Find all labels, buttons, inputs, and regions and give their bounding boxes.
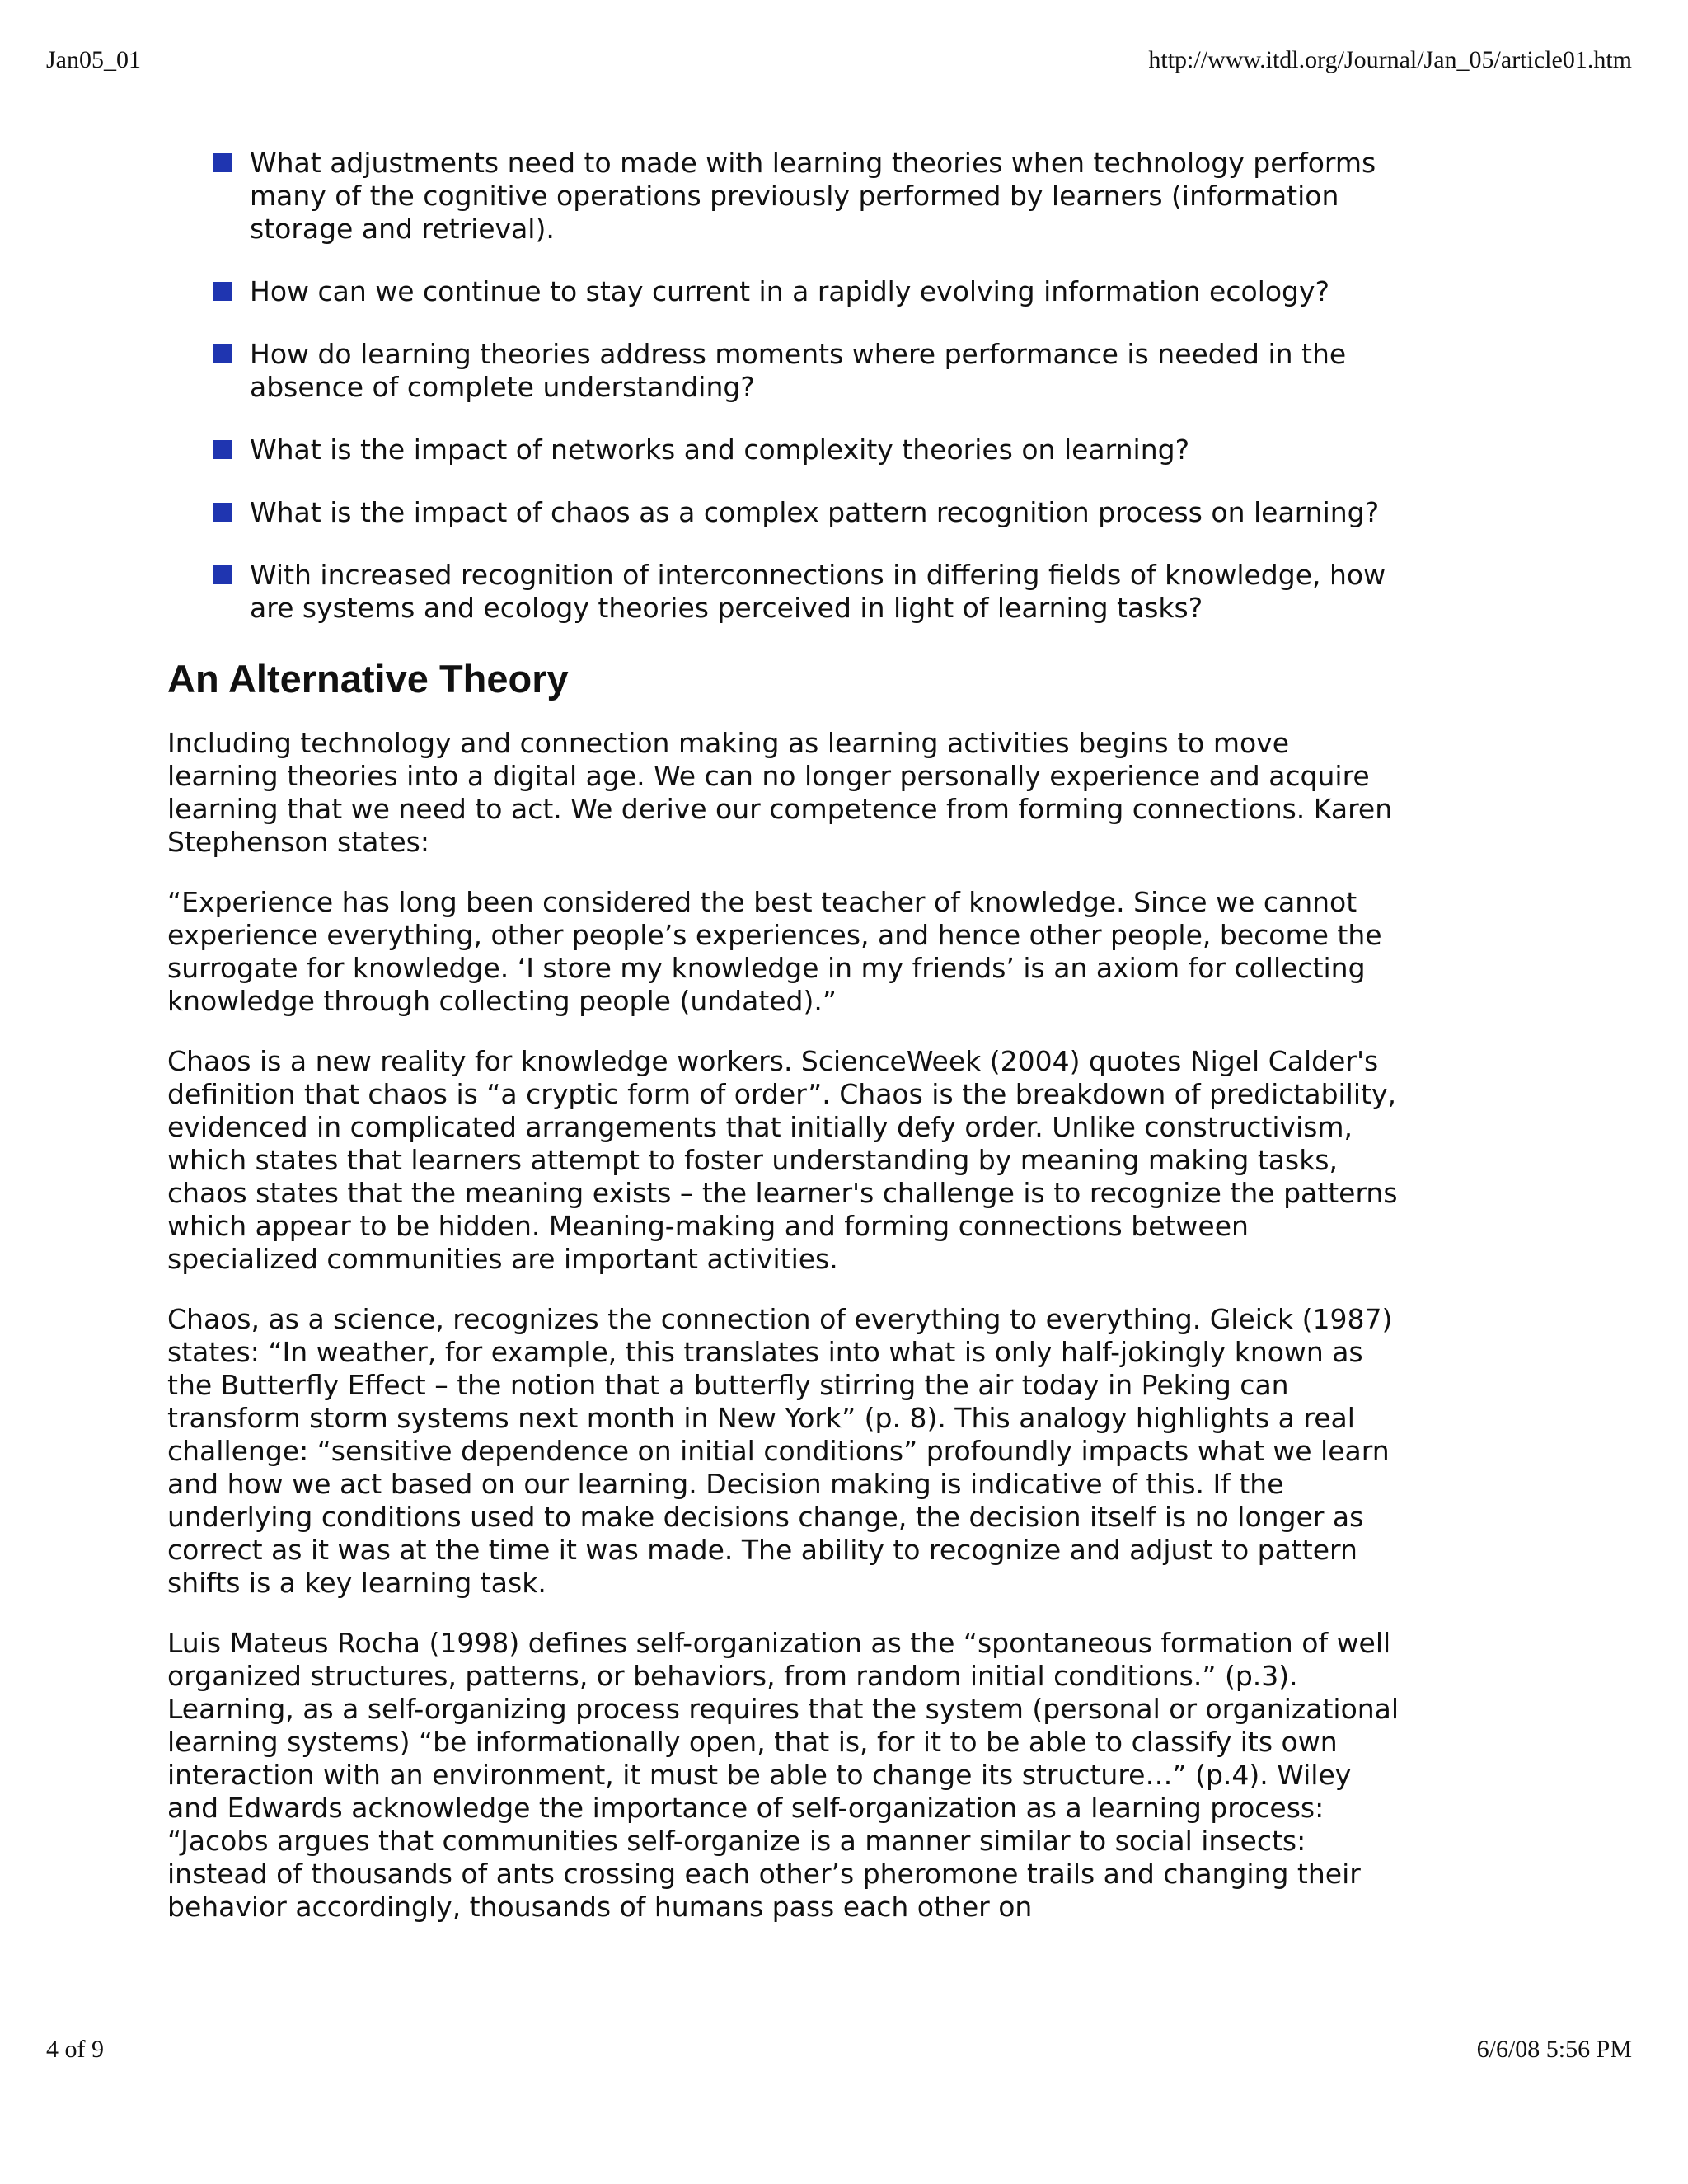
list-item-text: How do learning theories address moments where performance is needed in the absence of complete understanding? <box>250 338 1347 403</box>
paragraph-chaos: Chaos is a new reality for knowledge workers. ScienceWeek (2004) quotes Nigel Calder's definition that chaos is “a cryptic form of order”. Chaos is the breakdown of predictability, evidenced in complicated arrangements that initially defy order. Unlike constructivism, which states that learners attempt to foster understanding by meaning making tasks, chaos states that the meaning exists – the learner's challenge is to recognize the patterns which appear to be hidden. Meaning-making and forming connections between specialized communities are important activities. <box>167 1045 1398 1275</box>
list-item-text: With increased recognition of interconnections in differing fields of knowledge, how are systems and ecology theories perceived in light of learning tasks? <box>250 559 1386 624</box>
article-content <box>167 147 1404 1951</box>
list-item <box>250 496 1420 529</box>
square-bullet-icon <box>213 153 232 172</box>
question-list <box>167 147 1404 625</box>
square-bullet-icon <box>213 503 232 522</box>
list-item <box>250 559 1420 625</box>
list-item <box>250 434 1420 466</box>
paragraph-self-organization: Luis Mateus Rocha (1998) defines self-organization as the “spontaneous formation of well organized structures, patterns, or behaviors, from random initial conditions.” (p.3). Learning, as a self-organizing process requires that the system (personal or organizational learning systems) “be informationally open, that is, for it to be able to classify its own interaction with an environment, it must be able to change its structure…” (p.4). Wiley and Edwards acknowledge the importance of self-organization as a learning process: “Jacobs argues that communities self-organize is a manner similar to social insects: instead of thousands of ants crossing each other’s pheromone trails and changing their behavior accordingly, thousands of humans pass each other on <box>167 1627 1400 1923</box>
list-item <box>250 147 1420 246</box>
paragraph-quote: “Experience has long been considered the best teacher of knowledge. Since we cannot experience everything, other people’s experiences, and hence other people, become the surrogate for knowledge. ‘I store my knowledge in my friends’ is an axiom for collecting knowledge through collecting people (undated).” <box>167 886 1382 1017</box>
print-timestamp: 6/6/08 5:56 PM <box>1476 2036 1632 2063</box>
square-bullet-icon <box>213 344 232 363</box>
header-url: http://www.itdl.org/Journal/Jan_05/article01.htm <box>1148 46 1632 73</box>
list-item-text: What adjustments need to made with learning theories when technology performs many of the cognitive operations previously performed by learners (information storage and retrieval). <box>250 147 1376 245</box>
square-bullet-icon <box>213 565 232 584</box>
list-item <box>250 338 1420 404</box>
square-bullet-icon <box>213 282 232 301</box>
list-item-text: What is the impact of networks and complexity theories on learning? <box>250 434 1190 466</box>
list-item-text: How can we continue to stay current in a rapidly evolving information ecology? <box>250 275 1330 307</box>
list-item <box>250 275 1420 308</box>
paragraph-intro: Including technology and connection making as learning activities begins to move learning theories into a digital age. We can no longer personally experience and acquire learning that we need to act. We derive our competence from forming connections. Karen Stephenson states: <box>167 727 1393 858</box>
page-counter: 4 of 9 <box>46 2036 104 2063</box>
square-bullet-icon <box>213 440 232 459</box>
paragraph-butterfly: Chaos, as a science, recognizes the connection of everything to everything. Gleick (1987) states: “In weather, for example, this translates into what is only half-jokingly known as the Butterfly Effect – the notion that a butterfly stirring the air today in Peking can transform storm systems next month in New York” (p. 8). This analogy highlights a real challenge: “sensitive dependence on initial conditions” profoundly impacts what we learn and how we act based on our learning. Decision making is indicative of this. If the underlying conditions used to make decisions change, the decision itself is no longer as correct as it was at the time it was made. The ability to recognize and adjust to pattern shifts is a key learning task. <box>167 1303 1393 1599</box>
header-page-title: Jan05_01 <box>46 46 141 73</box>
section-heading: An Alternative Theory <box>167 657 569 701</box>
list-item-text: What is the impact of chaos as a complex pattern recognition process on learning? <box>250 496 1380 528</box>
